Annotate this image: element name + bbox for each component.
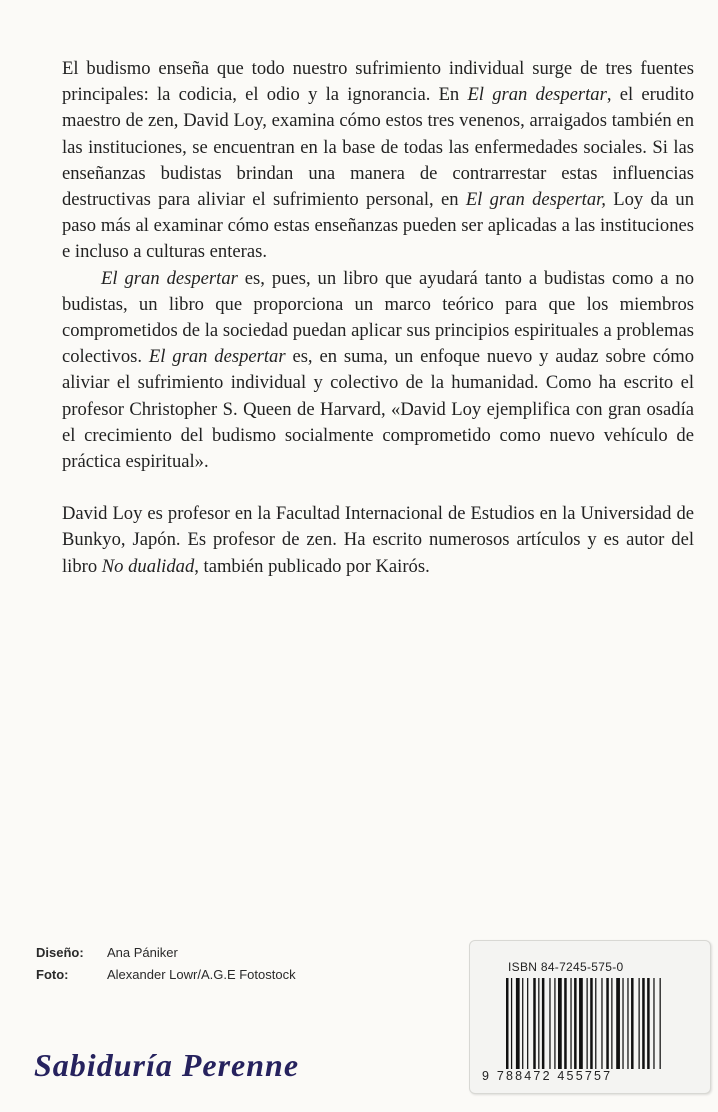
barcode-bar [587, 978, 588, 1075]
barcode-bar [564, 978, 567, 1075]
barcode-bar [601, 978, 602, 1075]
italic-title: No dualidad [101, 555, 195, 577]
barcode-number: 9 788472 455757 [482, 1069, 702, 1083]
photo-value: Alexander Lowr/A.G.E Fotostock [107, 967, 296, 982]
text-run: es, pues, un libro que ayudará tanto a budistas como a no budistas, un libro que proporciona un marco teórico para que los miembros comprometidos de la sociedad puedan aplicar sus principios espirituales a problemas colectivos. [62, 267, 694, 368]
italic-title: El gran despertar, [465, 189, 606, 211]
barcode-bars [506, 978, 698, 1075]
barcode-bar [616, 978, 620, 1075]
barcode-bar [558, 978, 562, 1075]
barcode-bar [639, 978, 640, 1075]
barcode-bar [611, 978, 612, 1075]
barcode-bar [522, 978, 523, 1075]
barcode-bar [533, 978, 536, 1075]
italic-title: El gran despertar [148, 346, 286, 368]
barcode-bar [506, 978, 509, 1075]
barcode-bar [570, 978, 571, 1075]
barcode-bar [527, 978, 528, 1075]
series-title: Sabiduría Perenne [34, 1047, 300, 1083]
photo-label: Foto: [36, 967, 69, 982]
barcode-bar [647, 978, 650, 1075]
design-value: Ana Pániker [107, 945, 178, 960]
italic-title: El gran despertar [101, 267, 238, 289]
paragraph [62, 501, 694, 580]
paragraph [62, 266, 694, 476]
barcode-bar [590, 978, 593, 1075]
text-run: es, en suma, un enfoque nuevo y audaz sobre cómo aliviar el sufrimiento individual y colectivo de la humanidad. Como ha escrito el profesor Christopher S. Queen de Harvard, «David Loy ejemplifica con gran osadía el crecimiento del budismo socialmente comprometido como nuevo vehículo de práctica espiritual». [62, 346, 694, 473]
text-run: David Loy es profesor en la Facultad Internacional de Estudios en la Universidad de Bunkyo, Japón. Es profesor de zen. Ha escrito numerosos artículos y es autor del libro [62, 503, 694, 577]
barcode-bar [538, 978, 539, 1075]
barcode-bar [627, 978, 628, 1075]
isbn-label: ISBN 84-7245-575-0 [508, 960, 624, 974]
design-label: Diseño: [36, 945, 84, 960]
design-credit [36, 942, 296, 964]
barcode-sticker [469, 940, 711, 1094]
text-run: Loy da un paso más al examinar cómo estas enseñanzas pueden ser aplicadas a las instituciones e incluso a culturas enteras. [62, 189, 695, 263]
barcode-bar [660, 978, 661, 1075]
barcode-bar [606, 978, 609, 1075]
barcode-bar [554, 978, 555, 1075]
barcode-bar [574, 978, 577, 1075]
photo-credit [36, 964, 296, 986]
barcode-bar [579, 978, 583, 1075]
barcode-bar [642, 978, 645, 1075]
barcode-bar [653, 978, 654, 1075]
text-run: , el erudito maestro de zen, David Loy, examina cómo estos tres venenos, arraigados también en las instituciones, se encuentran en la base de todas las enfermedades sociales. Si las enseñanzas budistas brindan una manera de contrarrestar estas influencias destructivas para aliviar el sufrimiento personal, en [62, 84, 695, 211]
barcode-bar [549, 978, 550, 1075]
italic-title: El gran despertar [467, 84, 607, 106]
barcode-bar [622, 978, 623, 1075]
barcode-bar [542, 978, 545, 1075]
text-run: El budismo enseña que todo nuestro sufrimiento individual surge de tres fuentes principales: la codicia, el odio y la ignorancia. En [62, 58, 694, 106]
barcode-bar [516, 978, 520, 1075]
barcode-bar [631, 978, 634, 1075]
text-run: , también publicado por Kairós. [194, 555, 430, 577]
barcode-bar [511, 978, 512, 1075]
paragraph [62, 56, 694, 266]
barcode-bar [595, 978, 596, 1075]
credits [36, 942, 296, 986]
blurb-text [62, 56, 694, 580]
